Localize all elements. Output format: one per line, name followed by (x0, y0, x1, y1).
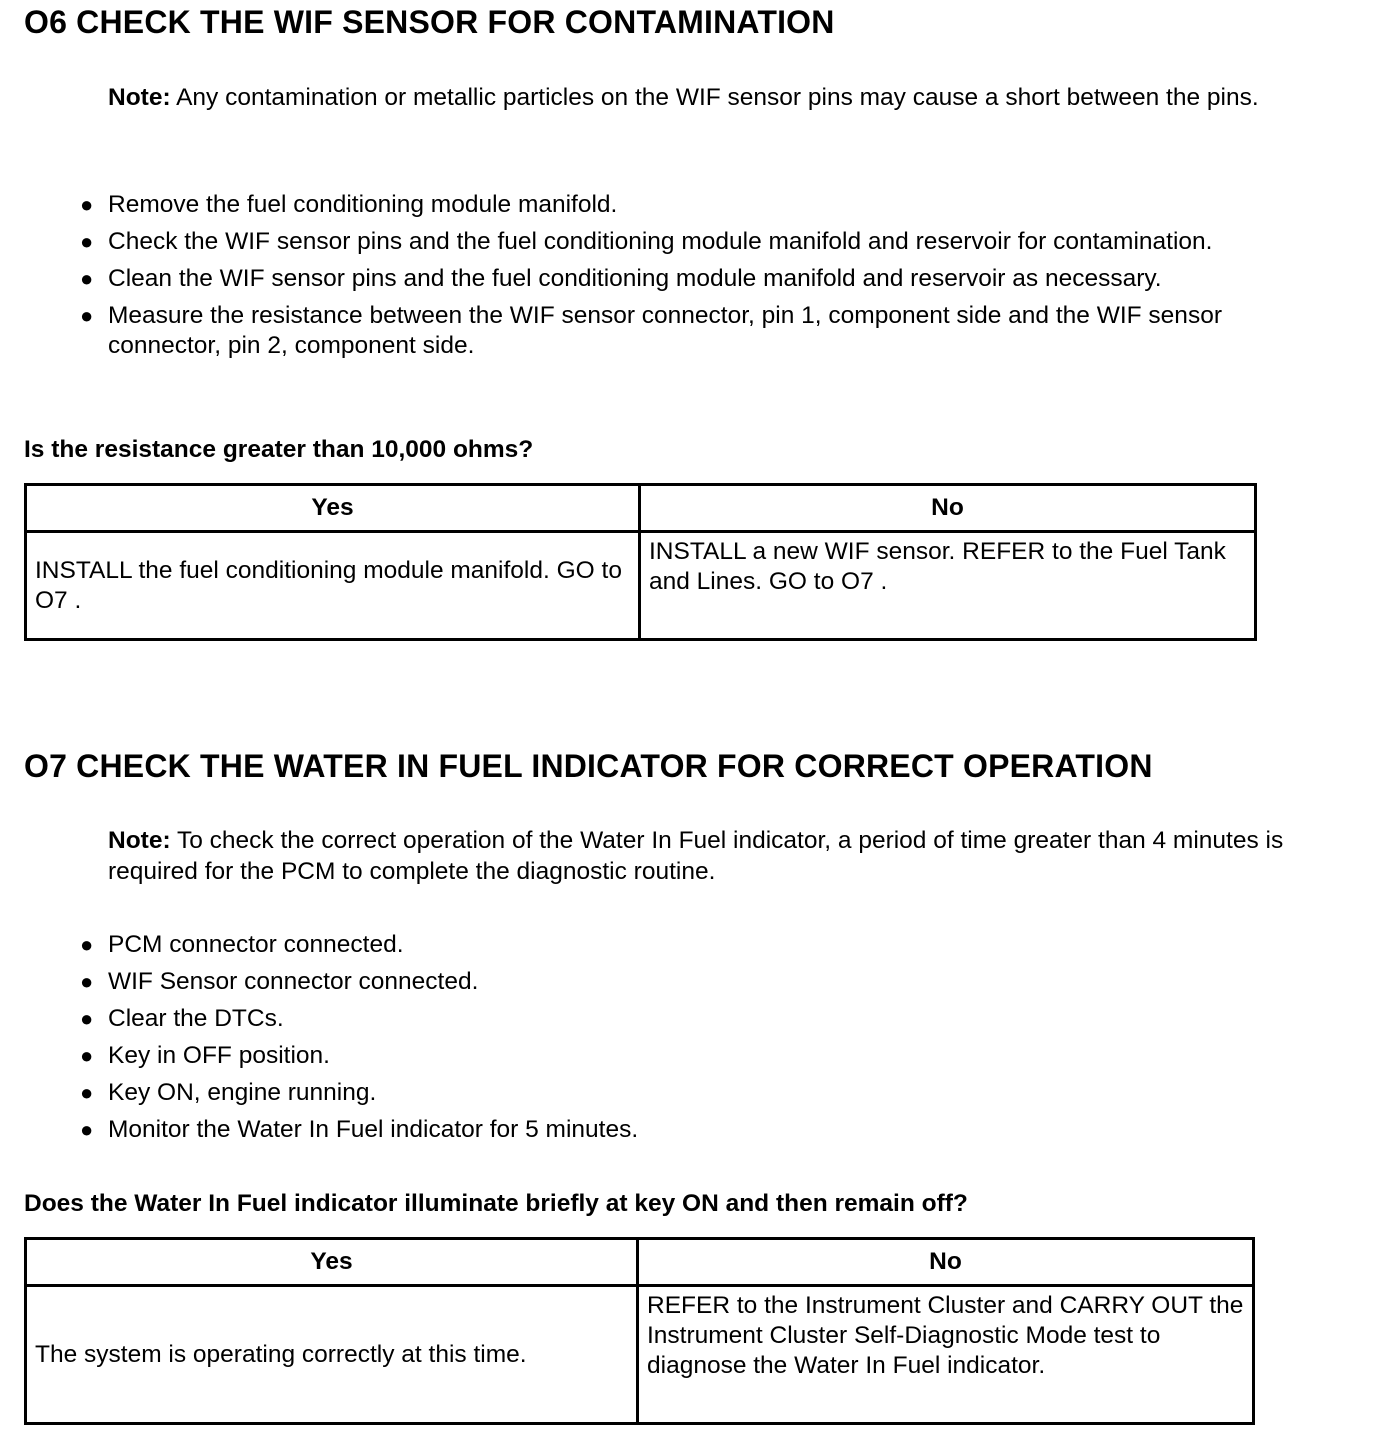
bullet-icon: ● (80, 303, 94, 328)
section-o7-steps (70, 930, 1320, 1152)
note-text: Any contamination or metallic particles on the WIF sensor pins may cause a short between the pins. (170, 84, 1259, 111)
list-item: ● Clean the WIF sensor pins and the fuel conditioning module manifold and reservoir as necessary. (80, 265, 1162, 292)
note-text: To check the correct operation of the Water In Fuel indicator, a period of time greater than 4 minutes is required for the PCM to complete the diagnostic routine. (108, 827, 1284, 885)
bullet-icon: ● (80, 1043, 94, 1068)
note-label: Note: (108, 84, 171, 111)
no-cell: REFER to the Instrument Cluster and CARRY OUT the Instrument Cluster Self-Diagnostic Mode test to diagnose the Water In Fuel indicator. (638, 1286, 1254, 1424)
bullet-icon: ● (80, 1117, 94, 1142)
list-item: ● Key ON, engine running. (80, 1079, 377, 1106)
no-header: No (640, 485, 1256, 532)
list-item: ● Remove the fuel conditioning module manifold. (80, 191, 618, 218)
bullet-icon: ● (80, 1080, 94, 1105)
bullet-icon: ● (80, 229, 94, 254)
bullet-icon: ● (80, 969, 94, 994)
section-o7-question: Does the Water In Fuel indicator illuminate briefly at key ON and then remain off? (24, 1190, 968, 1217)
no-header: No (638, 1239, 1254, 1286)
section-o7-heading: O7 CHECK THE WATER IN FUEL INDICATOR FOR CORRECT OPERATION (24, 748, 1153, 784)
section-o6-heading: O6 CHECK THE WIF SENSOR FOR CONTAMINATION (24, 4, 835, 40)
section-o6-result-table (24, 483, 1257, 641)
yes-cell: INSTALL the fuel conditioning module manifold. GO to O7 . (26, 532, 640, 640)
list-item: ● PCM connector connected. (80, 931, 404, 958)
section-o6-question: Is the resistance greater than 10,000 ohms? (24, 436, 534, 463)
bullet-icon: ● (80, 1006, 94, 1031)
section-o6-steps (70, 190, 1320, 368)
bullet-icon: ● (80, 192, 94, 217)
section-o6-note (108, 82, 1358, 113)
yes-header: Yes (26, 1239, 638, 1286)
yes-header: Yes (26, 485, 640, 532)
list-item: ● Check the WIF sensor pins and the fuel conditioning module manifold and reservoir for contamination. (80, 228, 1213, 255)
list-item: ● Monitor the Water In Fuel indicator for 5 minutes. (80, 1116, 639, 1143)
list-item: ● Clear the DTCs. (80, 1005, 284, 1032)
bullet-icon: ● (80, 932, 94, 957)
list-item: ● Key in OFF position. (80, 1042, 330, 1069)
note-label: Note: (108, 827, 171, 854)
list-item: ● WIF Sensor connector connected. (80, 968, 479, 995)
section-o7-result-table (24, 1237, 1255, 1425)
no-cell: INSTALL a new WIF sensor. REFER to the Fuel Tank and Lines. GO to O7 . (640, 532, 1256, 640)
list-item: ● Measure the resistance between the WIF sensor connector, pin 1, component side and the WIF sensor connector, pin 2, component side. (80, 302, 1222, 359)
yes-cell: The system is operating correctly at this time. (26, 1286, 638, 1424)
section-o7-note (108, 825, 1358, 887)
bullet-icon: ● (80, 266, 94, 291)
